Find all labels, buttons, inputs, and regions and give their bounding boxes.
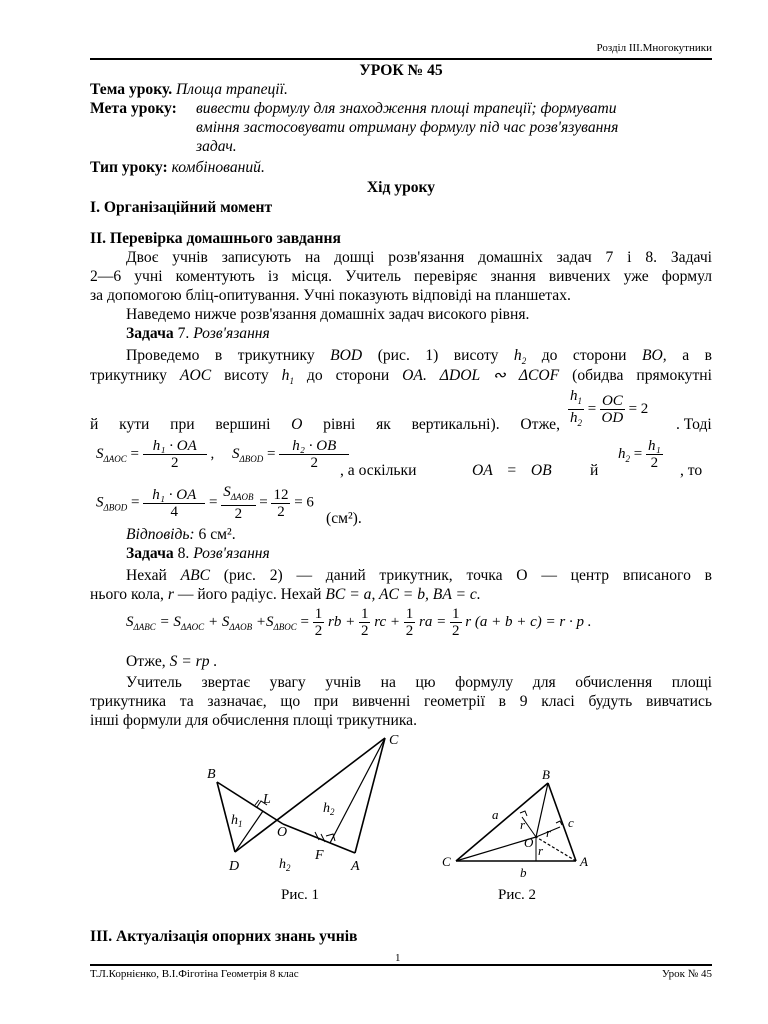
t7-l1-h: а в [682,347,712,364]
goal-line-3: задач. [196,138,237,155]
fig2-label-c-side: c [568,815,574,830]
t8-l1-a: Нехай [126,567,167,584]
task7-solution: Розв'язання [193,325,270,342]
fig1-label-h1: $h_1$ [231,813,243,829]
ratio-frac-h: $\frac{h_1}{h_2}$ [570,388,582,428]
t7-l2-h: ΔDOL ∾ ΔCOF [439,367,560,384]
section1-heading: I. Організаційний момент [90,199,273,216]
task8-heading [126,544,270,563]
task8-p-line1: Учитель звертає увагу учнів на цю формулу для обчислення площі [126,674,712,691]
h2-formula: $h_2$ = $\frac{\text{h₁}}{2}$ [618,438,661,471]
task7-heading [126,324,270,343]
header-section: Розділ ІІІ.Многокутники [596,42,712,54]
task7-label: Задача [126,325,174,342]
fig1-label-b: B [207,767,216,782]
answer-value: 6 см². [198,526,236,543]
then-value: S = rp . [169,653,218,670]
task8-line1 [126,566,712,585]
fig1-tick-2 [315,832,319,840]
page-number: 1 [395,952,401,964]
footer-divider [90,964,712,966]
t7-l1-c: (рис. 1) висоту [377,347,499,364]
fig2-label-o: O [524,835,534,850]
topic-label: Тема уроку. [90,81,173,98]
fig2-label-b-side: b [520,865,527,880]
task8-p-line3: інші формули для обчислення площі трикутника. [90,712,418,729]
fig1-label-l: L [263,792,271,807]
section2-p2: Наведемо нижче розв'язання домашніх задач високого рівня. [126,306,530,323]
s-abc-formula: $S_{\Delta ABC} = S_{\Delta AOC} + S_{\Delta AOB} +S_{\Delta BOC}$ = $\frac{1}{2}$ rb + $\frac{1}{2}$ rc + $\frac{1}{2}$ ra = $\frac{1}{2}$ r (a + b + c) = r · p . [126,606,592,639]
t7-l2-i: (обидва прямокутні [572,367,712,384]
fig2-label-b: B [542,767,550,782]
section3-heading: III. Актуалізація опорних знань учнів [90,928,358,945]
t7-l1-f: до сторони [541,347,627,364]
fig1-label-f: F [315,848,324,863]
lesson-topic [90,80,288,99]
topic-value: Площа трапеції. [176,81,288,98]
fig2-right-angle-1 [520,811,527,816]
t8-l1-b: ABC [180,567,211,584]
then-label: Отже, [126,653,166,670]
t7-l2-f: до сторони [306,367,390,384]
task8-solution: Розв'язання [193,545,270,562]
t7-l2-c: висоту [224,367,269,384]
goal-label: Мета уроку: [90,100,177,117]
s-aoc-formula: $S_{\Delta AOC}$ = $\frac{\text{h₁ · OA}}{2}$ , [96,438,215,471]
task8-label: Задача [126,545,174,562]
fig1-label-d: D [229,859,240,874]
task7-then: . Тоді [676,416,712,433]
fig2-label-r2: r [546,825,552,840]
ratio-frac-oc: $\frac{OC}{OD}$ [601,393,624,426]
oa-eq-ob: OA = OB [472,462,552,479]
fig2-label-a: A [580,854,588,869]
section2-p1-line2: 2—6 учні коментують із місця. Учитель перевіряє знання вивчених уже формул [90,268,712,285]
t8-l2-d: BC = a, AC = b, BA = c. [325,586,481,603]
task7-number: 7. [177,325,190,342]
t7-l2-h1: $h_1$ [281,367,294,387]
course-heading: Хід уроку [366,179,436,196]
section2-p1-line1: Двоє учнів записують на дошці розв'язання домашніх задач 7 і 8. Задачі [126,249,712,266]
and-word: й [590,462,599,479]
task8-line2 [90,585,481,604]
fig1-right-angle-f [326,834,335,841]
s-bod-formula: $S_{\Delta BOD}$ = $\frac{\text{h₂ · OB}}{2}$ [232,438,349,471]
task8-number: 8. [177,545,190,562]
fig1-label-h3: $h_2$ [279,857,291,873]
goal-line-1: вивести формулу для знаходження площі трапеції; формувати [196,100,617,117]
header-divider [90,58,712,60]
task7-line3 [90,415,560,434]
goal-line-2: вміння застосовувати отриману формулу під час розв'язування [196,119,619,136]
fig1-caption: Рис. 1 [281,887,320,903]
t8-l1-c: (рис. 2) — даний трикутник, точка O — центр вписаного в [223,567,712,584]
fig1-ca-line [355,738,385,853]
type-label: Тип уроку: [90,159,168,176]
t7-l1-h2: $h_2$ [513,347,527,367]
t7-l2-b: AOC [179,367,212,384]
answer-label: Відповідь: [126,526,195,543]
fig1-h2-line [330,738,385,843]
footer-authors: Т.Л.Корнієнко, В.І.Фіготіна Геометрія 8 клас [90,968,299,980]
fig1-label-o: O [277,825,288,840]
since-text: , а оскільки [340,462,417,479]
fig1-h1-line [235,811,263,852]
t8-l2-a: нього кола, [90,586,164,603]
task8-p-line2: трикутника та зазначає, що при вивченні геометрії в 9 класі будуть вивчатись [90,693,712,710]
t8-l2-c: — його радіус. Нехай [177,586,322,603]
section2-heading: II. Перевірка домашнього завдання [90,230,341,247]
fig2-cb-line [456,783,548,861]
t7-l2-a: трикутнику [90,367,167,384]
lesson-type [90,158,265,177]
t7-l1-g: BO, [642,347,667,364]
t7-l3-b: O [291,416,303,433]
s-bod-final-formula: $S_{\Delta BOD}$ = $\frac{\text{h₁ · OA}}{4}$ = $\frac{S_{\Delta AOB}}{2}$ = $\frac{12}{2}$ = 6 [96,484,314,522]
t7-l1-a: Проведемо в трикутнику [126,347,315,364]
t8-l2-b: r [167,586,174,603]
t7-l3-c: рівні як вертикальні). Отже, [323,416,560,433]
task7-answer [126,525,236,544]
figure-2 [440,765,600,905]
fig2-label-c: C [442,854,451,869]
fig2-caption: Рис. 2 [498,887,537,903]
then-word: , то [680,462,703,479]
section2-p1-line3: за допомогою бліц-опитування. Учні показують відповіді на планшетах. [90,287,571,304]
task8-then [126,652,217,671]
t7-l3-a: й кути при вершині [90,416,271,433]
fig2-label-r1: r [520,817,526,832]
type-value: комбінований. [171,159,265,176]
footer-lesson: Урок № 45 [661,968,712,980]
fig1-label-c: C [389,733,399,748]
t7-l2-g: OA. [402,367,427,384]
fig2-label-a-side: a [492,807,499,822]
ratio-formula: $\frac{h_1}{h_2}$ = $\frac{OC}{OD}$ = 2 [568,388,648,431]
lesson-title: УРОК № 45 [359,62,443,79]
fig1-label-h2: $h_2$ [323,801,335,817]
t7-l1-b: BOD [330,347,363,364]
unit-cm2: (см²). [326,510,362,527]
fig1-label-a: A [351,859,360,874]
ratio-eq: = 2 [628,400,649,417]
figure-1 [195,728,415,908]
fig2-label-r3: r [538,843,544,858]
